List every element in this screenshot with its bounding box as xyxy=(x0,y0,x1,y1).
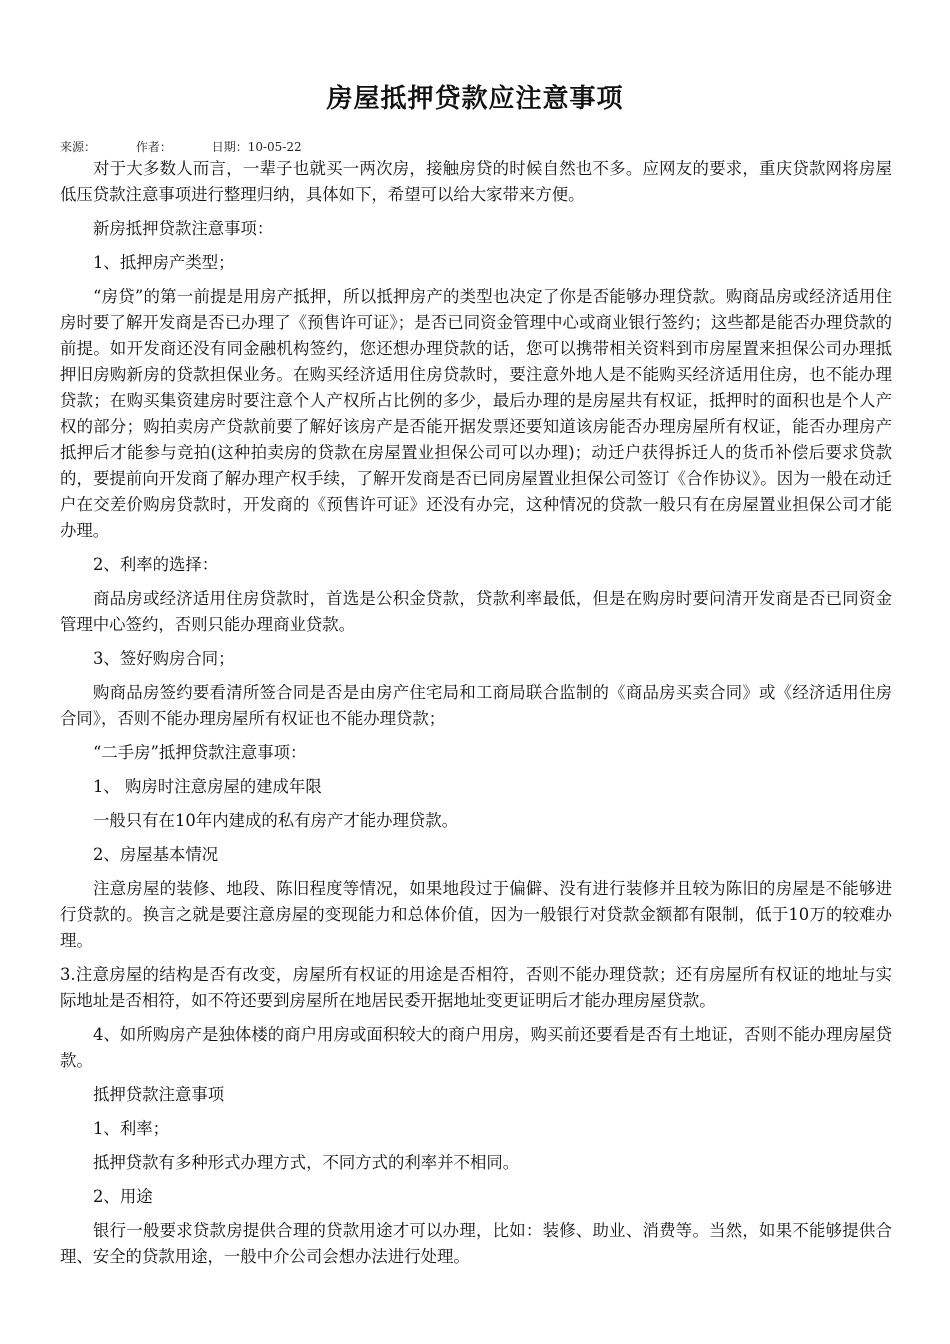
item-heading: 1、抵押房产类型； xyxy=(93,253,235,272)
paragraph: 银行一般要求贷款房提供合理的贷款用途才可以办理，比如：装修、助业、消费等。当然，如果不能够提供合理、安全的贷款用途，一般中介公司会想办法进行处理。 xyxy=(60,1221,892,1266)
paragraph: 注意房屋的装修、地段、陈旧程度等情况，如果地段过于偏僻、没有进行装修并且较为陈旧的房屋是不能够进行贷款的。换言之就是要注意房屋的变现能力和总体价值，因为一般银行对贷款金额都有限制，低于10万的较难办理。 xyxy=(60,879,892,950)
document-body xyxy=(60,156,892,1278)
intro-paragraph: 对于大多数人而言，一辈子也就买一两次房，接触房贷的时候自然也不多。应网友的要求，重庆贷款网将房屋低压贷款注意事项进行整理归纳，具体如下，希望可以给大家带来方便。 xyxy=(60,159,892,204)
paragraph: 购商品房签约要看清所签合同是否是由房产住宅局和工商局联合监制的《商品房买卖合同》或《经济适用住房合同》，否则不能办理房屋所有权证也不能办理贷款； xyxy=(60,683,892,728)
item-heading: 1、 购房时注意房屋的建成年限 xyxy=(93,777,322,796)
section-heading-second-hand: “二手房”抵押贷款注意事项： xyxy=(93,743,307,762)
paragraph: 4、如所购房产是独体楼的商户用房或面积较大的商户用房，购买前还要看是否有土地证，否则不能办理房屋贷款。 xyxy=(60,1025,892,1070)
meta-source: 来源： xyxy=(60,140,97,154)
paragraph: 一般只有在10年内建成的私有房产才能办理贷款。 xyxy=(93,811,459,830)
paragraph: 商品房或经济适用住房贷款时，首选是公积金贷款，贷款利率最低，但是在购房时要问清开发商是否已同资金管理中心签约，否则只能办理商业贷款。 xyxy=(60,589,892,634)
item-heading: 2、用途 xyxy=(93,1187,153,1206)
paragraph: “房贷”的第一前提是用房产抵押，所以抵押房产的类型也决定了你是否能够办理贷款。购商品房或经济适用住房时要了解开发商是否已办理了《预售许可证》；是否已同资金管理中心或商业银行签约；这些都是能否办理贷款的前提。如开发商还没有同金融机构签约，您还想办理贷款的话，您可以携带相关资料到市房屋置来担保公司办理抵押旧房购新房的贷款担保业务。在购买经济适用住房贷款时，要注意外地人是不能购买经济适用住房，也不能办理贷款；在购买集资建房时要注意个人产权所占比例的多少，最后办理的是房屋共有权证，抵押时的面积也是个人产权的部分；购拍卖房产贷款前要了解好该房产是否能开据发票还要知道该房能否办理房屋所有权证，能否办理房产抵押后才能参与竞拍(这种拍卖房的贷款在房屋置业担保公司可以办理)；动迁户获得拆迁人的货币补偿后要求贷款的，要提前向开发商了解办理产权手续，了解开发商是否已同房屋置业担保公司签订《合作协议》。因为一般在动迁户在交差价购房贷款时，开发商的《预售许可证》还没有办完，这种情况的贷款一般只有在房屋置业担保公司才能办理。 xyxy=(60,287,892,540)
meta-author: 作者： xyxy=(135,140,172,154)
paragraph: 3.注意房屋的结构是否有改变，房屋所有权证的用途是否相符，否则不能办理贷款；还有房屋所有权证的地址与实际地址是否相符，如不符还要到房屋所在地居民委开据地址变更证明后才能办理房屋贷款。 xyxy=(60,965,892,1010)
item-heading: 2、利率的选择： xyxy=(93,555,219,574)
document-meta xyxy=(60,138,338,155)
meta-date: 日期：10-05-22 xyxy=(211,140,302,154)
item-heading: 2、房屋基本情况 xyxy=(93,845,219,864)
item-heading: 3、签好购房合同； xyxy=(93,649,235,668)
item-heading: 1、利率； xyxy=(93,1119,169,1138)
section-heading-new-house: 新房抵押贷款注意事项： xyxy=(93,219,274,238)
paragraph: 抵押贷款有多种形式办理方式，不同方式的利率并不相同。 xyxy=(93,1153,520,1172)
section-heading-mortgage: 抵押贷款注意事项 xyxy=(93,1085,225,1104)
document-title: 房屋抵押贷款应注意事项 xyxy=(326,84,624,114)
